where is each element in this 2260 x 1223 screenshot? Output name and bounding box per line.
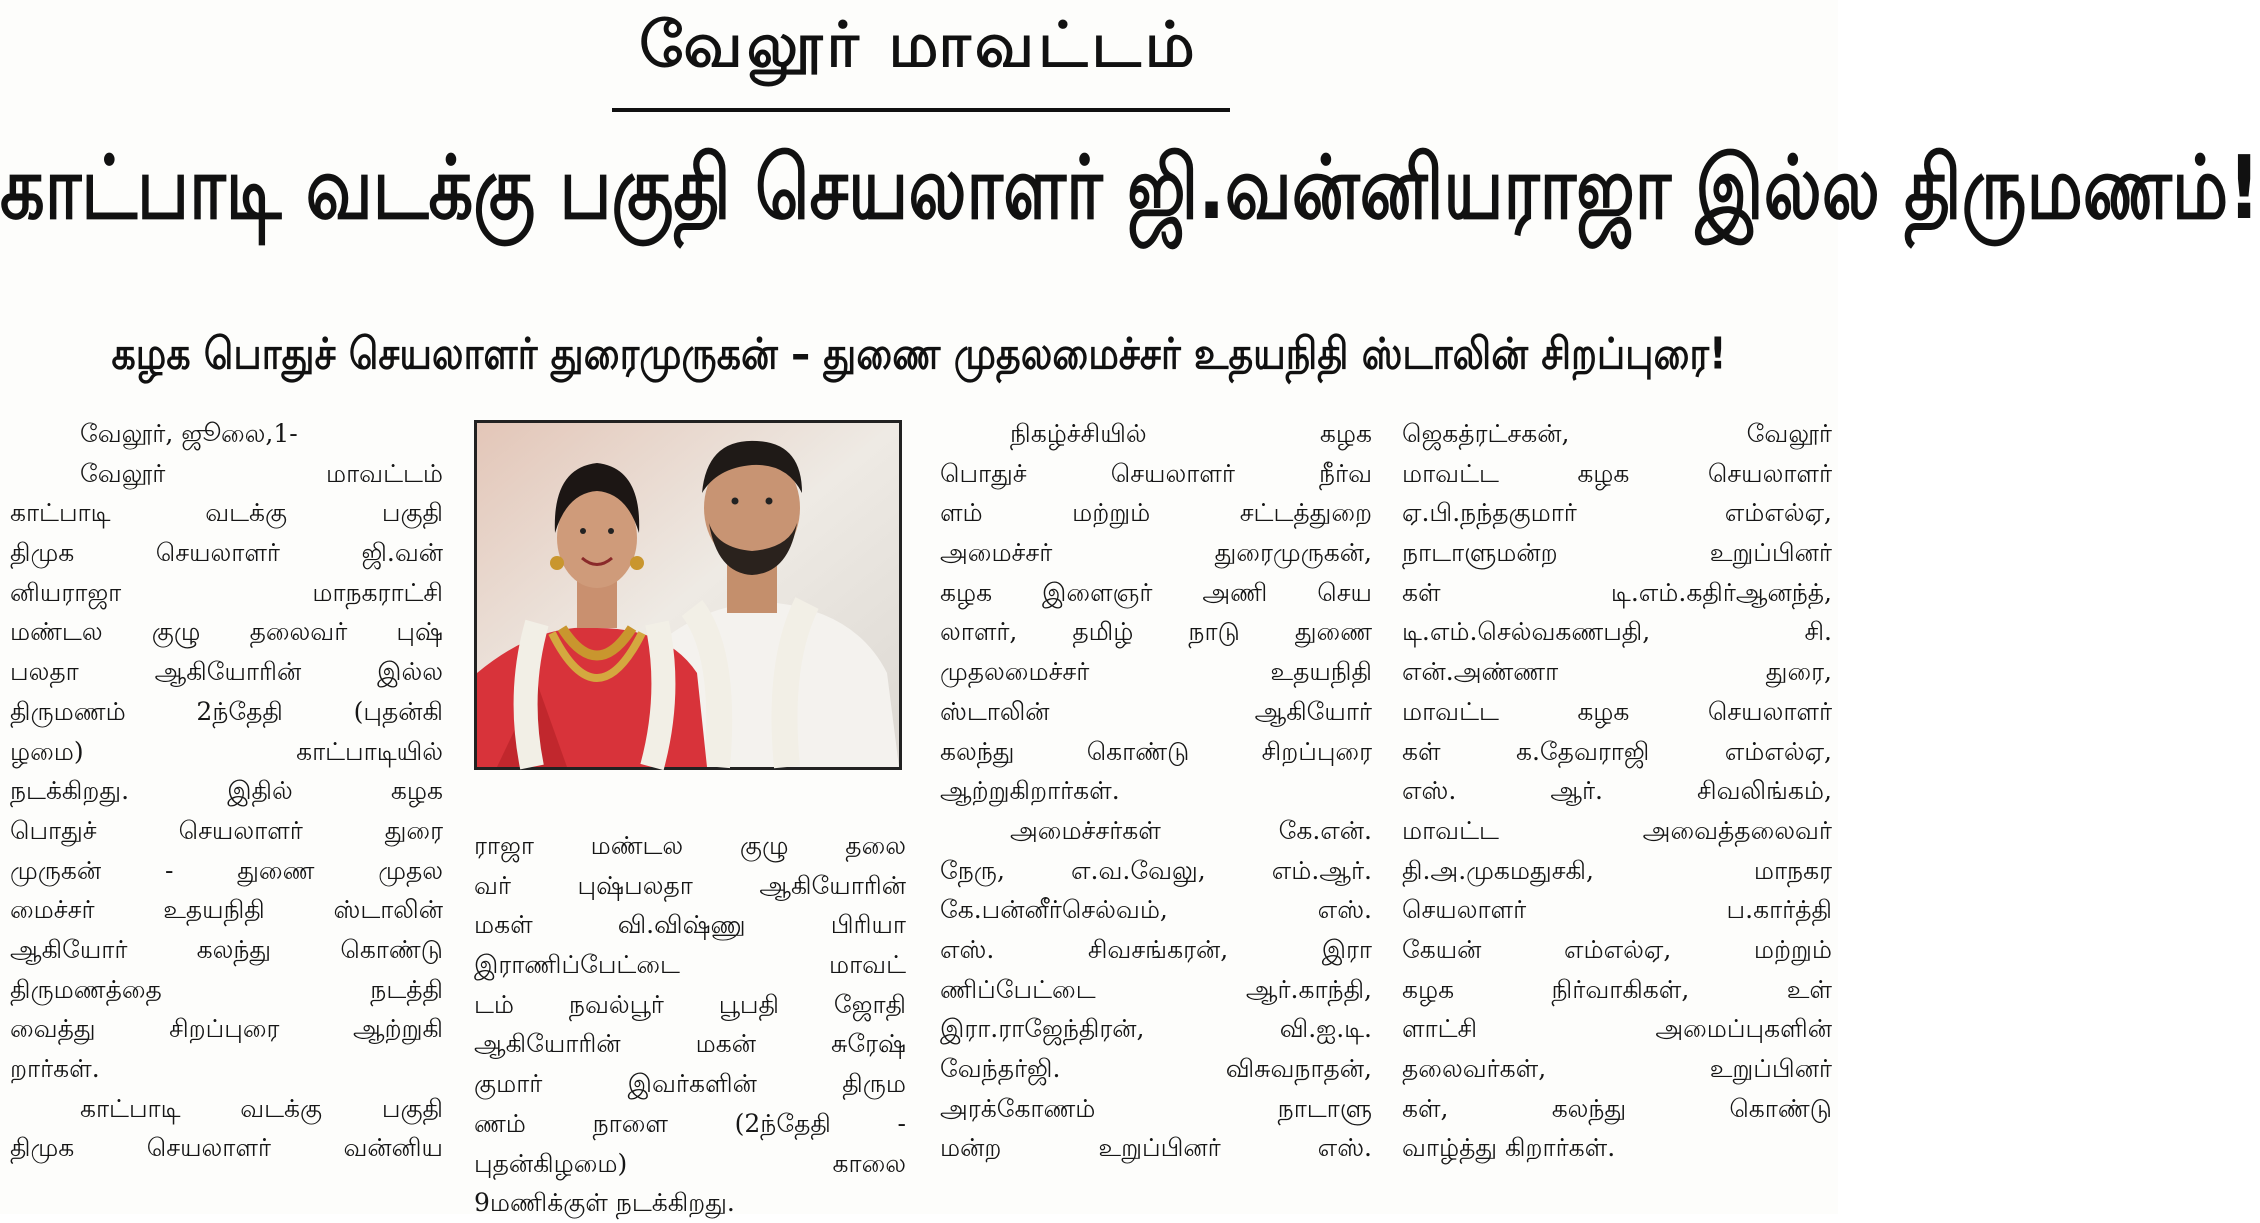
article-line: எஸ். சிவசங்கரன், இரா bbox=[940, 934, 1372, 964]
article-line: ராஜா மண்டல குழு தலை bbox=[474, 831, 906, 860]
headline: காட்பாடி வடக்கு பகுதி செயலாளர் ஜி.வன்னியராஜா இல்ல திருமணம்! bbox=[0, 136, 2260, 240]
article-line: மாவட்ட கழக செயலாளர் bbox=[1402, 458, 1832, 488]
article-line: வேலூர் மாவட்டம் bbox=[80, 458, 443, 488]
article-line: காட்பாடி வடக்கு பகுதி bbox=[10, 498, 443, 528]
article-line: ஏ.பி.நந்தகுமார் எம்எல்ஏ, bbox=[1402, 498, 1832, 528]
article-line: புதன்கிழமை) காலை bbox=[474, 1148, 906, 1178]
article-line: கேயன் எம்எல்ஏ, மற்றும் bbox=[1402, 934, 1832, 964]
article-line: பொதுச் செயலாளர் நீர்வ bbox=[940, 458, 1372, 488]
article-line: கழக நிர்வாகிகள், உள் bbox=[1402, 974, 1832, 1004]
article-line: னியராஜா மாநகராட்சி bbox=[10, 577, 443, 607]
article-line: தி.அ.முகமதுசகி, மாநகர bbox=[1402, 855, 1832, 885]
article-line: ஆகியோர் கலந்து கொண்டு bbox=[10, 934, 443, 964]
article-line: ளாட்சி அமைப்புகளின் bbox=[1402, 1014, 1832, 1044]
article-line: கே.பன்னீர்செல்வம், எஸ். bbox=[940, 895, 1372, 925]
article-line: மாவட்ட அவைத்தலைவர் bbox=[1402, 815, 1832, 845]
article-column-4 bbox=[1402, 414, 1832, 1168]
article-column-1 bbox=[10, 414, 443, 1168]
article-line: திமுக செயலாளர் வன்னிய bbox=[10, 1133, 443, 1163]
article-line: முதலமைச்சர் உதயநிதி bbox=[940, 657, 1372, 687]
article-line: ஜெகத்ரட்சகன், வேலூர் bbox=[1402, 419, 1832, 448]
article-line: மகள் வி.விஷ்ணு பிரியா bbox=[474, 910, 906, 940]
section-title: வேலூர் மாவட்டம் bbox=[639, 8, 1199, 81]
article-line: அமைச்சர் துரைமுருகன், bbox=[940, 538, 1372, 568]
article-line: மன்ற உறுப்பினர் எஸ். bbox=[940, 1133, 1372, 1163]
article-line: ஆற்றுகிறார்கள். bbox=[940, 776, 1120, 806]
article-line: இரா.ராஜேந்திரன், வி.ஐ.டி. bbox=[940, 1014, 1372, 1044]
article-line: நாடாளுமன்ற உறுப்பினர் bbox=[1402, 538, 1832, 568]
section-divider bbox=[612, 108, 1230, 112]
article-line: தலைவர்கள், உறுப்பினர் bbox=[1402, 1054, 1832, 1083]
article-line: வேந்தர்ஜி. விசுவநாதன், bbox=[940, 1054, 1372, 1083]
article-line: ணிப்பேட்டை ஆர்.காந்தி, bbox=[940, 974, 1372, 1004]
article-line: மண்டல குழு தலைவர் புஷ் bbox=[10, 617, 443, 647]
article-line: காட்பாடி வடக்கு பகுதி bbox=[80, 1093, 443, 1123]
article-line: ஸ்டாலின் ஆகியோர் bbox=[940, 696, 1372, 726]
article-line: அரக்கோணம் நாடாளு bbox=[940, 1093, 1372, 1123]
article-line: பொதுச் செயலாளர் துரை bbox=[10, 815, 443, 845]
article-line: எஸ். ஆர். சிவலிங்கம், bbox=[1402, 776, 1832, 806]
article-line: டி.எம்.செல்வகணபதி, சி. bbox=[1402, 617, 1832, 647]
article-line: நேரு, எ.வ.வேலு, எம்.ஆர். bbox=[940, 855, 1372, 885]
article-line: குமார் இவர்களின் திரும bbox=[474, 1069, 906, 1099]
subheadline: கழக பொதுச் செயலாளர் துரைமுருகன் – துணை முதலமைச்சர் உதயநிதி ஸ்டாலின் சிறப்புரை! bbox=[111, 328, 1727, 379]
article-line: டம் நவல்பூர் பூபதி ஜோதி bbox=[474, 989, 906, 1019]
article-line: அமைச்சர்கள் கே.என். bbox=[1010, 815, 1372, 845]
article-line: திமுக செயலாளர் ஜி.வன் bbox=[10, 538, 443, 568]
article-column-3 bbox=[940, 414, 1372, 1168]
article-line: ணம் நாளை (2ந்தேதி - bbox=[474, 1108, 906, 1138]
article-line: கள் டி.எம்.கதிர்ஆனந்த், bbox=[1402, 577, 1832, 607]
article-line: லாளர், தமிழ் நாடு துணை bbox=[940, 617, 1372, 647]
article-line: வேலூர், ஜூலை,1- bbox=[80, 419, 298, 448]
article-line: ளம் மற்றும் சட்டத்துறை bbox=[940, 498, 1372, 528]
article-line: நிகழ்ச்சியில் கழக bbox=[1010, 419, 1372, 448]
article-line: ழமை) காட்பாடியில் bbox=[10, 736, 443, 766]
article-line: கழக இளைஞர் அணி செய bbox=[940, 577, 1372, 607]
article-line: வைத்து சிறப்புரை ஆற்றுகி bbox=[10, 1014, 443, 1044]
article-line: பலதா ஆகியோரின் இல்ல bbox=[10, 657, 443, 687]
article-line: நடக்கிறது. இதில் கழக bbox=[10, 776, 443, 806]
article-column-2 bbox=[474, 826, 906, 1223]
article-line: றார்கள். bbox=[10, 1054, 100, 1083]
article-line: முருகன் - துணை முதல bbox=[10, 855, 443, 885]
article-line: கள் க.தேவராஜி எம்எல்ஏ, bbox=[1402, 736, 1832, 766]
article-line: கள், கலந்து கொண்டு bbox=[1402, 1093, 1832, 1123]
couple-photo bbox=[474, 420, 902, 770]
article-line: கலந்து கொண்டு சிறப்புரை bbox=[940, 736, 1372, 766]
article-line: வர் புஷ்பலதா ஆகியோரின் bbox=[474, 870, 906, 900]
article-line: திருமணம் 2ந்தேதி (புதன்கி bbox=[10, 696, 443, 726]
article-line: இராணிப்பேட்டை மாவட் bbox=[474, 950, 906, 980]
article-line: ஆகியோரின் மகன் சுரேஷ் bbox=[474, 1029, 906, 1059]
article-line: செயலாளர் ப.கார்த்தி bbox=[1402, 895, 1832, 925]
article-line: மைச்சர் உதயநிதி ஸ்டாலின் bbox=[10, 895, 443, 925]
article-line: என்.அண்ணா துரை, bbox=[1402, 657, 1832, 687]
article-line: மாவட்ட கழக செயலாளர் bbox=[1402, 696, 1832, 726]
article-line: திருமணத்தை நடத்தி bbox=[10, 974, 443, 1004]
article-line: வாழ்த்து கிறார்கள். bbox=[1402, 1133, 1616, 1163]
article-line: 9மணிக்குள் நடக்கிறது. bbox=[474, 1188, 735, 1218]
